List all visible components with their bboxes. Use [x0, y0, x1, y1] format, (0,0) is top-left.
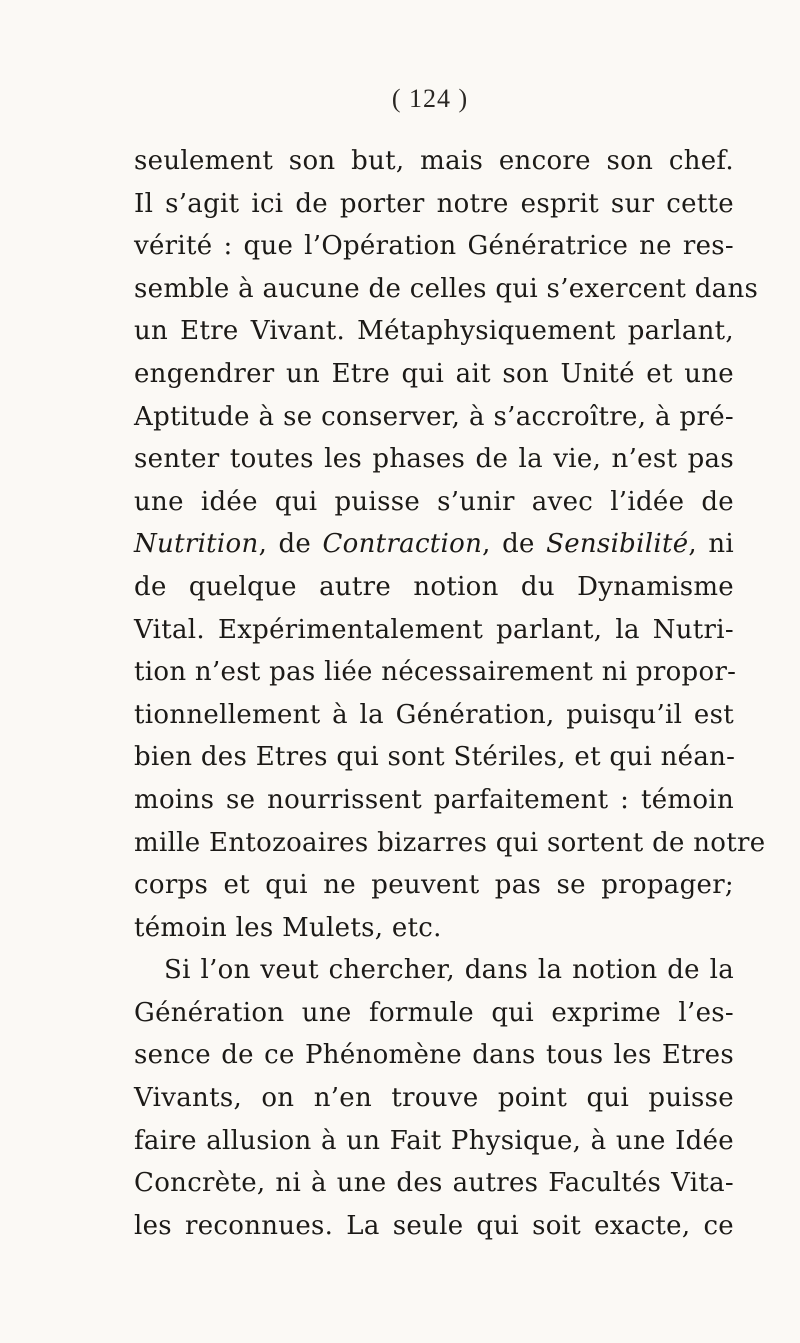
text-line: un Etre Vivant. Métaphysiquement parlant,: [134, 316, 734, 347]
text-line: moins se nourrissent parfaitement : témoin: [134, 784, 734, 815]
text-line: Concrète, ni à une des autres Facultés Vita-: [134, 1168, 734, 1199]
text-line: Il s’agit ici de porter notre esprit sur cette: [134, 188, 734, 219]
text-line: seulement son but, mais encore son chef.: [134, 146, 734, 176]
text-line: sence de ce Phénomène dans tous les Etres: [134, 1040, 734, 1071]
text-line: Aptitude à se conserver, à s’accroître, à pré-: [134, 401, 734, 432]
text-line: vérité : que l’Opération Génératrice ne res-: [134, 231, 734, 262]
paragraph-end-line: témoin les Mulets, etc.: [134, 912, 442, 943]
text-fragment: , de: [482, 529, 547, 560]
text-line: bien des Etres qui sont Stériles, et qui néan-: [134, 742, 736, 773]
italic-term-nutrition: Nutrition: [134, 529, 259, 560]
text-line: de quelque autre notion du Dynamisme: [134, 571, 734, 602]
text-line: Vital. Expérimentalement parlant, la Nutri-: [134, 614, 734, 645]
text-fragment: , ni: [688, 529, 734, 560]
text-line: senter toutes les phases de la vie, n’est pas: [134, 444, 734, 475]
text-line: une idée qui puisse s’unir avec l’idée de: [134, 486, 734, 517]
text-line: tionnellement à la Génération, puisqu’il est: [134, 699, 734, 730]
text-line: corps et qui ne peuvent pas se propager;: [134, 870, 734, 901]
text-line: tion n’est pas liée nécessairement ni propor-: [134, 657, 737, 688]
text-line: Génération une formule qui exprime l’es-: [134, 997, 734, 1028]
text-line-mixed: [134, 523, 734, 566]
text-line: Vivants, on n’en trouve point qui puisse: [134, 1083, 734, 1114]
text-line: les reconnues. La seule qui soit exacte, ce: [134, 1210, 734, 1241]
text-line: mille Entozoaires bizarres qui sortent de notre: [134, 827, 766, 858]
text-fragment: , de: [258, 529, 323, 560]
italic-term-contraction: Contraction: [322, 529, 483, 560]
paragraph-start-line: Si l’on veut chercher, dans la notion de la: [164, 955, 734, 986]
page-number: ( 124 ): [391, 84, 469, 113]
text-line: engendrer un Etre qui ait son Unité et une: [134, 358, 734, 389]
italic-term-sensibilite: Sensibilité: [546, 529, 689, 560]
body-text: [134, 140, 766, 1247]
text-line: semble à aucune de celles qui s’exercent dans: [134, 273, 759, 304]
text-line: faire allusion à un Fait Physique, à une Idée: [134, 1125, 734, 1156]
